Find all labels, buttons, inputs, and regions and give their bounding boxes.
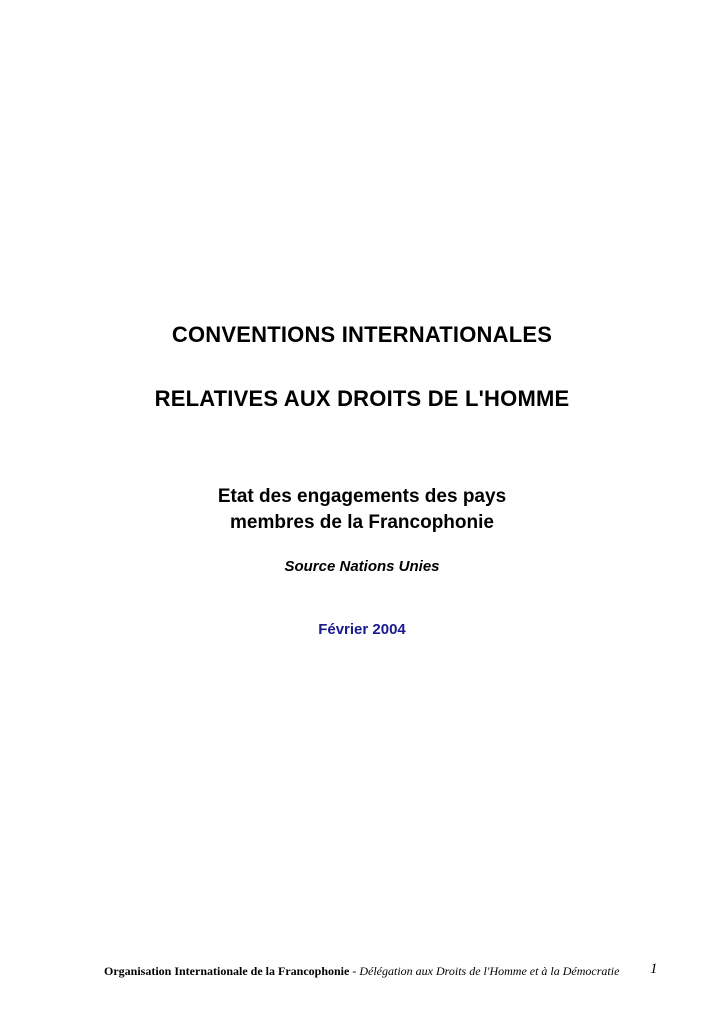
page-footer [104,964,624,979]
footer-delegation: Délégation aux Droits de l'Homme et à la Démocratie [359,964,620,978]
subtitle-line-1: Etat des engagements des pays [217,486,507,507]
footer-organisation: Organisation Internationale de la Francophonie [104,964,350,978]
title-line-2: RELATIVES AUX DROITS DE L'HOMME [154,386,570,411]
publication-date: Février 2004 [318,621,406,638]
subtitle-line-2: membres de la Francophonie [230,512,494,533]
source-label: Source Nations Unies [284,558,440,575]
title-line-1: CONVENTIONS INTERNATIONALES [171,322,553,347]
footer-separator: - [349,964,360,978]
page-number: 1 [650,961,658,977]
